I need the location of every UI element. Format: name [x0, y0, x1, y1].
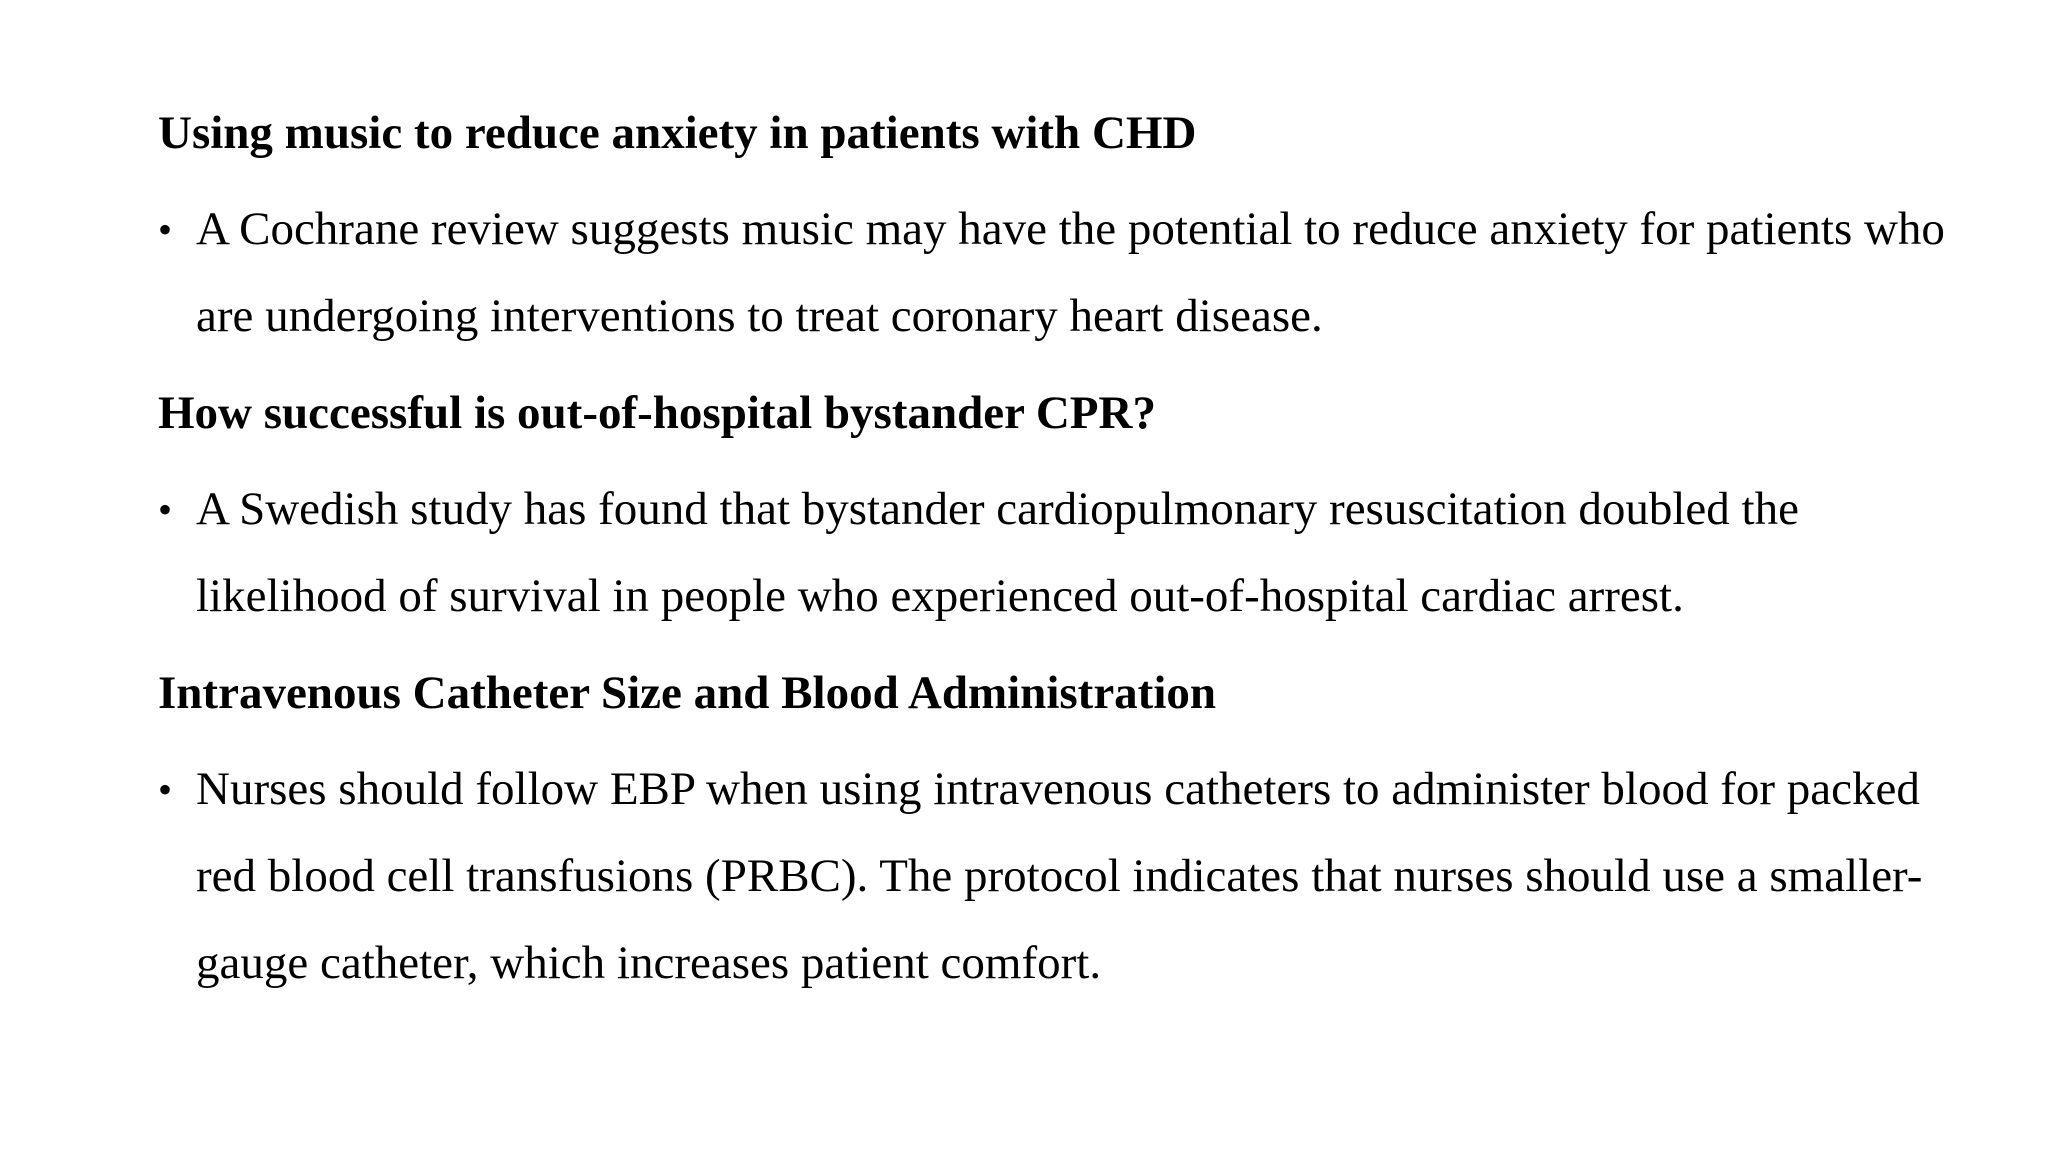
section-iv-catheter: [158, 660, 1978, 1007]
slide-content: [158, 100, 1978, 1027]
bullet-icon: •: [158, 487, 173, 532]
section-music-anxiety: [158, 100, 1978, 360]
section-heading: Intravenous Catheter Size and Blood Administration: [158, 667, 1217, 719]
bullet-icon: •: [158, 207, 173, 252]
bullet-item: [158, 466, 1978, 640]
bullet-text: A Cochrane review suggests music may have the potential to reduce anxiety for patients who are undergoing interventions to treat coronary heart disease.: [196, 203, 1945, 342]
bullet-list: [158, 746, 1978, 1007]
section-bystander-cpr: [158, 380, 1978, 640]
bullet-list: [158, 186, 1978, 360]
bullet-item: [158, 746, 1978, 1007]
bullet-item: [158, 186, 1978, 360]
bullet-text: Nurses should follow EBP when using intravenous catheters to administer blood for packed red blood cell transfusions (PRBC). The protocol indicates that nurses should use a smaller-gauge catheter, which increases patient comfort.: [196, 763, 1923, 989]
bullet-text: A Swedish study has found that bystander cardiopulmonary resuscitation doubled the likelihood of survival in people who experienced out-of-hospital cardiac arrest.: [196, 483, 1799, 622]
bullet-list: [158, 466, 1978, 640]
bullet-icon: •: [158, 767, 173, 812]
section-heading: How successful is out-of-hospital bystander CPR?: [158, 387, 1156, 439]
section-heading: Using music to reduce anxiety in patients with CHD: [158, 107, 1197, 159]
